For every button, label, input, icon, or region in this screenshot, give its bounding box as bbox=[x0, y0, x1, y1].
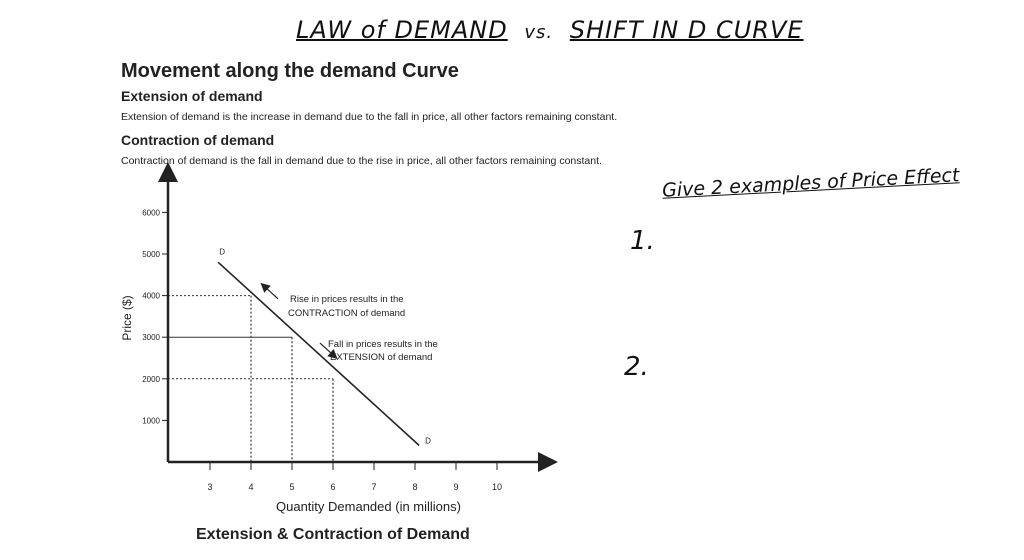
x-tick-label: 7 bbox=[371, 482, 377, 492]
extension-definition: Extension of demand is the increase in demand due to the fall in price, all other factors remaining constant. bbox=[121, 111, 618, 123]
extension-subheading: Extension of demand bbox=[121, 88, 263, 104]
y-tick-label: 2000 bbox=[142, 374, 160, 384]
handwritten-prompt: Give 2 examples of Price Effect bbox=[661, 164, 960, 202]
x-tick-label: 6 bbox=[330, 482, 336, 492]
x-tick-label: 8 bbox=[412, 482, 418, 492]
x-axis-title: Quantity Demanded (in millions) bbox=[276, 499, 461, 514]
contraction-definition: Contraction of demand is the fall in demand due to the rise in price, all other factors remaining constant. bbox=[121, 155, 602, 167]
title-vs: vs. bbox=[524, 22, 554, 43]
handwritten-item-1: 1. bbox=[630, 226, 655, 256]
contraction-arrow bbox=[264, 286, 278, 299]
x-tick-label: 10 bbox=[491, 482, 503, 492]
y-tick-label: 5000 bbox=[142, 250, 160, 259]
y-tick-label: 6000 bbox=[142, 208, 160, 218]
y-tick-label: 3000 bbox=[142, 333, 160, 343]
handwritten-item-2: 2. bbox=[624, 352, 649, 382]
x-tick-label: 9 bbox=[453, 482, 459, 492]
annotation-rise-line2: CONTRACTION of demand bbox=[288, 308, 406, 319]
x-tick-label: 5 bbox=[289, 482, 295, 492]
annotation-fall-line1: Fall in prices results in the bbox=[328, 339, 438, 350]
y-tick-label: 4000 bbox=[142, 291, 160, 301]
title-law-of-demand: LAW of DEMAND bbox=[296, 16, 508, 44]
demand-label-start: D bbox=[219, 247, 226, 257]
y-axis-title: Price ($) bbox=[120, 295, 134, 341]
demand-label-end: D bbox=[425, 436, 431, 446]
x-tick-label: 3 bbox=[207, 482, 213, 492]
title-shift-in-d-curve: SHIFT IN D CURVE bbox=[569, 16, 804, 44]
x-tick-label: 4 bbox=[248, 482, 254, 492]
contraction-subheading: Contraction of demand bbox=[121, 132, 275, 148]
chart-caption: Extension & Contraction of Demand bbox=[196, 526, 470, 543]
annotation-rise-line1: Rise in prices results in the bbox=[290, 294, 404, 305]
page-heading: Movement along the demand Curve bbox=[121, 60, 459, 82]
annotation-fall-line2: EXTENSION of demand bbox=[330, 352, 433, 363]
y-tick-label: 1000 bbox=[142, 416, 160, 426]
